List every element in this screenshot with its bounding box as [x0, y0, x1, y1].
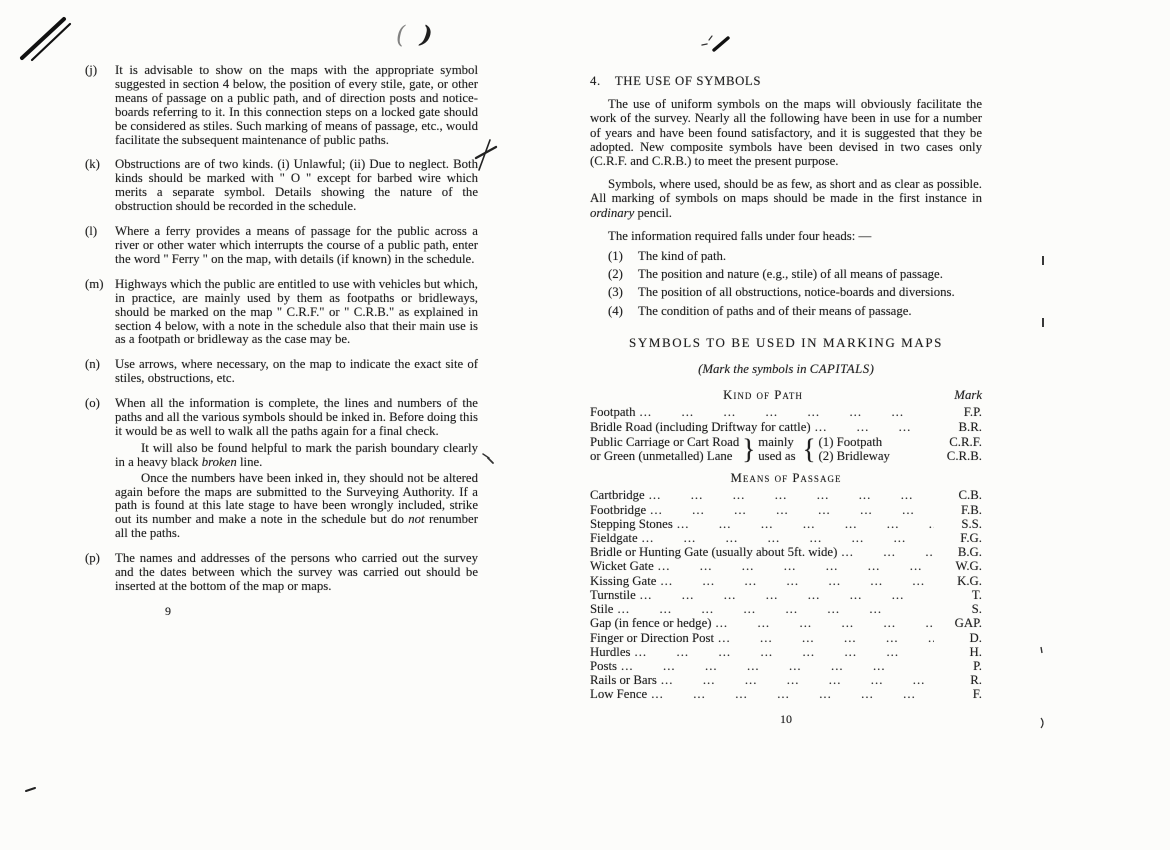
table-row [590, 488, 982, 502]
row-name: Gap (in fence or hedge) [590, 616, 712, 631]
table-row [590, 659, 982, 673]
paragraph-text: The names and addresses of the persons who carried out the survey and the dates between which the survey was carried out should be inserted at the bottom of the map or maps. [115, 551, 478, 593]
row-name: Turnstile [590, 587, 636, 602]
row-name: Cartbridge [590, 488, 645, 503]
list-number: (3) [608, 285, 623, 300]
page-number: 9 [165, 603, 171, 618]
paragraph-text: Obstructions are of two kinds. (i) Unlawful; (ii) Due to neglect. Both kinds should be marked with " O " except for barbed wire which merits a separate symbol. Details showing the nature of the obstruction should be recorded in the schedule. [115, 157, 478, 214]
sub-paragraph-text: line. [236, 454, 263, 469]
row-name: Rails or Bars [590, 673, 657, 688]
pen-slash-marks-icon [16, 10, 72, 62]
left-brace-glyph: { [802, 433, 816, 465]
table-row [590, 405, 982, 419]
dot-leader [677, 517, 934, 531]
body-paragraph [590, 177, 982, 220]
row-mark: F.P. [963, 405, 982, 420]
pen-smudge-icon [700, 30, 736, 54]
paragraph-o-sub2 [115, 472, 478, 542]
paragraph-o [85, 397, 478, 439]
list-text: The kind of path. [638, 249, 727, 264]
paragraph-j [85, 64, 478, 147]
dot-leader [621, 659, 934, 673]
pencil-parentheses-icon [396, 20, 433, 49]
paragraph-label: (m) [85, 276, 104, 291]
dot-leader [658, 559, 934, 573]
row-mark: C.B. [958, 488, 982, 503]
row-mark: B.R. [958, 419, 982, 434]
list-text: The position and nature (e.g., stile) of all means of passage. [638, 267, 943, 282]
row-name: Posts [590, 658, 618, 673]
table-row [590, 545, 982, 559]
paragraph-text: Symbols, where used, should be as few, as short and as clear as possible. All marking of symbols on maps should be made in the first instance in [590, 177, 982, 206]
row-mark: D. [969, 630, 982, 645]
table-subtitle [590, 362, 982, 376]
row-name: Low Fence [590, 687, 648, 702]
list-item [608, 249, 982, 263]
row-mark: P. [973, 658, 982, 673]
row-name: or Green (unmetalled) Lane [590, 449, 733, 464]
table-row [590, 517, 982, 531]
paragraph-m [85, 278, 478, 348]
dot-leader [841, 545, 934, 559]
left-page [85, 64, 478, 619]
paragraph-label: (l) [85, 224, 98, 239]
list-text: The condition of paths and of their means of passage. [638, 303, 912, 318]
row-mark: K.G. [957, 573, 982, 588]
brace-mid-text [758, 435, 799, 463]
dot-leader [649, 488, 934, 502]
row-name: used as [758, 449, 796, 464]
table-row [590, 559, 982, 573]
subtitle-caps: CAPITALS [809, 362, 870, 377]
row-mark: S. [971, 602, 982, 617]
list-number: (1) [608, 249, 623, 264]
dot-leader [617, 602, 934, 616]
row-mark: GAP. [954, 616, 982, 631]
right-page [590, 74, 982, 726]
brace-marks [947, 435, 982, 463]
sub-paragraph-text: It will also be found helpful to mark the parish boundary clearly in a heavy black [115, 440, 478, 469]
dot-leader [650, 503, 934, 517]
list-item [608, 304, 982, 318]
list-item [608, 285, 982, 299]
pencil-paren-close: ) [419, 19, 435, 50]
margin-tick-icon [1040, 255, 1048, 267]
margin-speck-icon [1038, 716, 1048, 730]
list-number: (2) [608, 267, 623, 282]
row-name: Bridle or Hunting Gate (usually about 5ft. wide) [590, 545, 838, 560]
margin-tick-icon [1040, 317, 1048, 329]
row-name: Stepping Stones [590, 516, 673, 531]
kind-of-path-header [590, 388, 982, 402]
paragraph-text: When all the information is complete, the lines and numbers of the paths and all the various symbols should be inked in. Before doing this it would be as well to walk all the paths again for a final check. [115, 396, 478, 438]
dot-leader [661, 673, 934, 687]
row-name: Hurdles [590, 644, 631, 659]
dot-leader [635, 645, 934, 659]
paragraph-text: Use arrows, where necessary, on the map to indicate the exact site of stiles, obstructions, etc. [115, 357, 478, 386]
paragraph-l [85, 225, 478, 267]
list-text: The position of all obstructions, notice-boards and diversions. [638, 285, 955, 300]
pencil-paren-open: ( [396, 21, 406, 49]
dot-leader [642, 531, 934, 545]
table-row [590, 687, 982, 701]
table-row [590, 631, 982, 645]
paragraph-label: (p) [85, 551, 100, 566]
dot-leader [815, 420, 934, 434]
italic-word: ordinary [590, 205, 635, 220]
dot-leader [640, 405, 934, 419]
subtitle-text: (Mark the symbols in [698, 362, 810, 377]
paragraph-text: Where a ferry provides a means of passage for the public across a river or other water which interrupts the course of a public path, enter the word " Ferry " on the map, with details (if known) in the schedule. [115, 224, 478, 266]
dot-leader [660, 574, 934, 588]
row-mark: F.B. [960, 502, 982, 517]
paragraph-text: pencil. [634, 205, 672, 220]
row-name: Bridle Road (including Driftway for cattle) [590, 419, 811, 434]
list-item [608, 267, 982, 281]
sub-paragraph-text: renumber all the paths. [115, 512, 478, 541]
paragraph-n [85, 358, 478, 386]
column-header-mark: Mark [954, 388, 982, 403]
row-name: mainly [758, 434, 794, 449]
row-name: Kissing Gate [590, 573, 657, 588]
row-mark: S.S. [961, 516, 982, 531]
row-name: Footpath [590, 405, 636, 420]
row-name: (2) Bridleway [818, 449, 890, 464]
row-mark: F. [972, 687, 982, 702]
paragraph-text: It is advisable to show on the maps with the appropriate symbol suggested in section 4 below, the position of every stile, gate, or other means of passage on a public path, and of direction posts and notice-boards referring to it. In this connection steps on a locked gate should be considered as stiles. Such marking of means of passage, etc., would facilitate the subsequent maintenance of public paths. [115, 63, 478, 147]
right-brace-glyph: } [742, 433, 756, 465]
row-mark: H. [969, 644, 982, 659]
table-row [590, 602, 982, 616]
row-name: Public Carriage or Cart Road [590, 434, 740, 449]
list-number: (4) [608, 303, 623, 318]
row-mark: T. [971, 587, 982, 602]
row-name: Fieldgate [590, 531, 638, 546]
section-heading [590, 74, 982, 88]
row-name: Wicket Gate [590, 559, 654, 574]
row-mark: R. [970, 673, 982, 688]
table-row [590, 588, 982, 602]
italic-word: not [408, 512, 425, 527]
section-number: 4. [590, 74, 601, 88]
dot-leader [716, 616, 934, 630]
table-row [590, 673, 982, 687]
row-name: Footbridge [590, 502, 647, 517]
paragraph-p [85, 552, 478, 594]
paragraph-label: (o) [85, 396, 100, 411]
dot-leader [651, 687, 934, 701]
means-of-passage-header: Means of Passage [730, 471, 842, 486]
table-row [590, 645, 982, 659]
heads-intro: The information required falls under four heads: — [608, 228, 872, 243]
row-mark: C.R.B. [946, 449, 982, 464]
row-name: Stile [590, 602, 614, 617]
row-mark: C.R.F. [949, 434, 982, 449]
section-title: THE USE OF SYMBOLS [614, 74, 762, 88]
italic-word: broken [201, 454, 237, 469]
paragraph-o-sub1 [115, 442, 478, 470]
row-name: Finger or Direction Post [590, 630, 715, 645]
paragraph-k [85, 158, 478, 214]
pencil-tick-icon [480, 450, 496, 466]
table-row [590, 503, 982, 517]
row-name: (1) Footpath [818, 434, 883, 449]
paragraph-label: (j) [85, 63, 98, 77]
paragraph-text: Highways which the public are entitled to use with vehicles but which, in practice, are mainly used by them as footpaths or bridleways, should be marked on the map " C.R.F." or " C.R.B." as explained in section 4 below, with a note in the schedule also that their main use is as a footpath or bridleway as the case may be. [115, 276, 478, 347]
column-header-kind: Kind of Path [723, 388, 803, 403]
dot-leader [718, 631, 934, 645]
dot-leader [640, 588, 934, 602]
pen-dash-icon [24, 784, 40, 794]
paragraph-label: (n) [85, 357, 100, 372]
table-row [590, 574, 982, 588]
brace-row-group [590, 435, 982, 463]
page-number: 10 [780, 711, 792, 726]
table-row [590, 531, 982, 545]
table-row [590, 616, 982, 630]
brace-left-text [590, 435, 739, 463]
table-row [590, 420, 982, 434]
sub-paragraph-text: Once the numbers have been inked in, they should not be altered again before the maps are submitted to the Surveying Authority. If a path is found at this late stage to have been wrongly included, strike out its number and make a note in the schedule but do [115, 470, 478, 527]
row-mark: W.G. [955, 559, 982, 574]
margin-speck-icon [1038, 645, 1046, 657]
paragraph-label: (k) [85, 157, 100, 172]
row-mark: B.G. [957, 545, 982, 560]
row-mark: F.G. [960, 531, 982, 546]
brace-right-text [819, 435, 947, 463]
body-paragraph: The use of uniform symbols on the maps will obviously facilitate the work of the survey. Nearly all the following have been in use for a number of years and have been found satisfactory, and it is suggested that they be adopted. New composite symbols have been devised in two cases only (C.R.F. and C.R.B.) to meet the present purpose. [590, 97, 982, 169]
subtitle-text: ) [869, 362, 874, 377]
table-title: SYMBOLS TO BE USED IN MARKING MAPS [629, 334, 943, 350]
